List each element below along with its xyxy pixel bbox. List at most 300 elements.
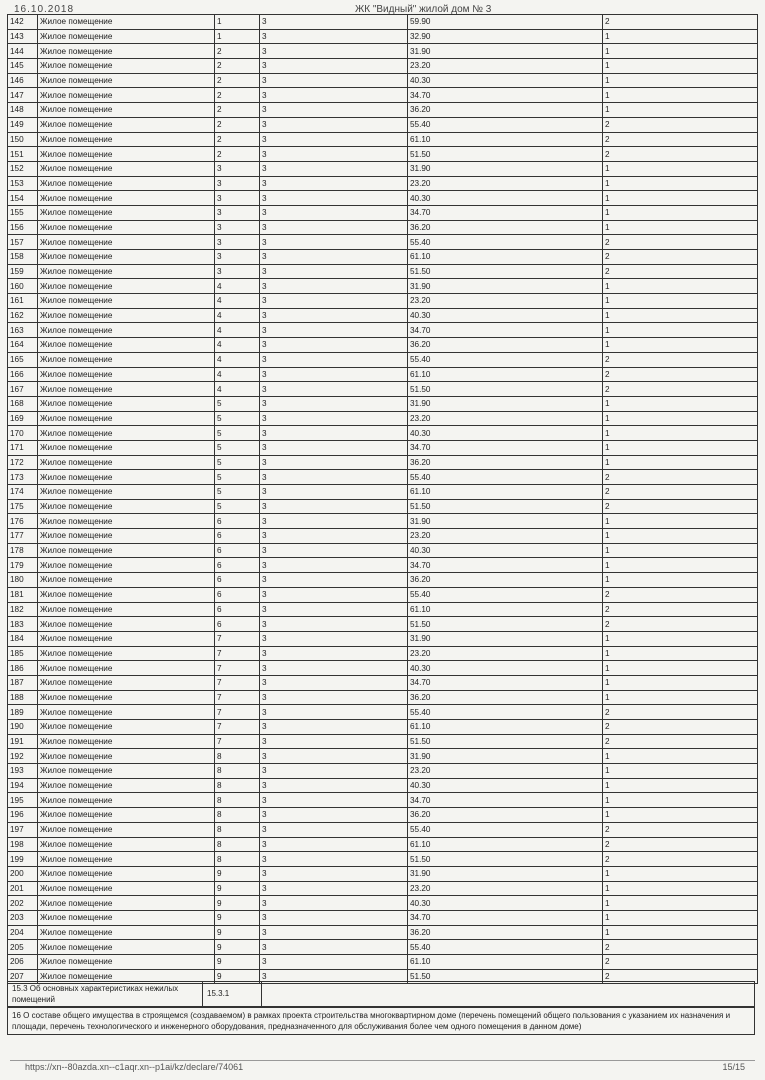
row-number-cell: 147 <box>8 88 38 103</box>
floor-cell: 9 <box>215 969 260 984</box>
row-number-cell: 187 <box>8 675 38 690</box>
rooms-cell: 2 <box>603 147 758 162</box>
rooms-cell: 2 <box>603 117 758 132</box>
row-number-cell: 168 <box>8 396 38 411</box>
row-number-cell: 203 <box>8 910 38 925</box>
section-15-3 <box>7 981 755 1007</box>
area-cell: 51.50 <box>408 734 603 749</box>
premises-type-cell: Жилое помещение <box>38 382 215 397</box>
row-number-cell: 161 <box>8 294 38 309</box>
row-number-cell: 198 <box>8 837 38 852</box>
area-cell: 40.30 <box>408 896 603 911</box>
table-row <box>8 940 758 955</box>
table-row <box>8 161 758 176</box>
rooms-cell: 1 <box>603 881 758 896</box>
area-cell: 23.20 <box>408 411 603 426</box>
row-number-cell: 166 <box>8 367 38 382</box>
floor-cell: 6 <box>215 543 260 558</box>
table-row <box>8 690 758 705</box>
section-cell: 3 <box>260 396 408 411</box>
area-cell: 34.70 <box>408 675 603 690</box>
rooms-cell: 1 <box>603 73 758 88</box>
floor-cell: 7 <box>215 734 260 749</box>
floor-cell: 6 <box>215 587 260 602</box>
floor-cell: 9 <box>215 896 260 911</box>
premises-type-cell: Жилое помещение <box>38 440 215 455</box>
table-row <box>8 705 758 720</box>
floor-cell: 7 <box>215 661 260 676</box>
rooms-cell: 2 <box>603 367 758 382</box>
rooms-cell: 2 <box>603 955 758 970</box>
table-row <box>8 220 758 235</box>
floor-cell: 8 <box>215 764 260 779</box>
area-cell: 31.90 <box>408 631 603 646</box>
area-cell: 36.20 <box>408 925 603 940</box>
table-row <box>8 485 758 500</box>
table-row <box>8 294 758 309</box>
row-number-cell: 167 <box>8 382 38 397</box>
row-number-cell: 156 <box>8 220 38 235</box>
table-row <box>8 896 758 911</box>
rooms-cell: 1 <box>603 529 758 544</box>
page-number: 15/15 <box>722 1062 745 1072</box>
row-number-cell: 143 <box>8 29 38 44</box>
premises-type-cell: Жилое помещение <box>38 529 215 544</box>
table-row <box>8 44 758 59</box>
premises-type-cell: Жилое помещение <box>38 352 215 367</box>
area-cell: 55.40 <box>408 352 603 367</box>
row-number-cell: 146 <box>8 73 38 88</box>
row-number-cell: 190 <box>8 720 38 735</box>
area-cell: 23.20 <box>408 176 603 191</box>
section-cell: 3 <box>260 44 408 59</box>
floor-cell: 2 <box>215 147 260 162</box>
section-cell: 3 <box>260 573 408 588</box>
section-cell: 3 <box>260 514 408 529</box>
area-cell: 34.70 <box>408 88 603 103</box>
table-row <box>8 822 758 837</box>
table-row <box>8 499 758 514</box>
footer-url[interactable]: https://xn--80azda.xn--c1aqr.xn--p1ai/kz/declare/74061 <box>25 1062 244 1072</box>
table-row <box>8 73 758 88</box>
floor-cell: 6 <box>215 602 260 617</box>
row-number-cell: 196 <box>8 808 38 823</box>
table-row <box>8 117 758 132</box>
floor-cell: 3 <box>215 235 260 250</box>
section-cell: 3 <box>260 161 408 176</box>
row-number-cell: 186 <box>8 661 38 676</box>
premises-type-cell: Жилое помещение <box>38 499 215 514</box>
table-row <box>8 396 758 411</box>
section-cell: 3 <box>260 88 408 103</box>
table-row <box>8 132 758 147</box>
table-row <box>8 675 758 690</box>
premises-type-cell: Жилое помещение <box>38 675 215 690</box>
row-number-cell: 163 <box>8 323 38 338</box>
section-16: 16 О составе общего имущества в строящемся (создаваемом) в рамках проекта строительства многоквартирном доме (перечень помещений общего пользования с указанием их назначения и площади, перечень технологического и инженерного оборудования, предназначенного для обслуживания более чем одного помещения в данном доме) <box>7 1007 755 1035</box>
table-row <box>8 543 758 558</box>
table-row <box>8 308 758 323</box>
premises-type-cell: Жилое помещение <box>38 690 215 705</box>
table-row <box>8 587 758 602</box>
rooms-cell: 1 <box>603 573 758 588</box>
floor-cell: 8 <box>215 749 260 764</box>
rooms-cell: 2 <box>603 822 758 837</box>
section-cell: 3 <box>260 529 408 544</box>
row-number-cell: 158 <box>8 250 38 265</box>
row-number-cell: 165 <box>8 352 38 367</box>
premises-type-cell: Жилое помещение <box>38 602 215 617</box>
floor-cell: 3 <box>215 250 260 265</box>
table-row <box>8 264 758 279</box>
section-cell: 3 <box>260 29 408 44</box>
premises-type-cell: Жилое помещение <box>38 117 215 132</box>
section-cell: 3 <box>260 617 408 632</box>
premises-type-cell: Жилое помещение <box>38 161 215 176</box>
premises-table <box>7 14 758 984</box>
rooms-cell: 2 <box>603 602 758 617</box>
section-cell: 3 <box>260 499 408 514</box>
table-row <box>8 749 758 764</box>
area-cell: 23.20 <box>408 294 603 309</box>
row-number-cell: 200 <box>8 866 38 881</box>
floor-cell: 3 <box>215 161 260 176</box>
premises-type-cell: Жилое помещение <box>38 778 215 793</box>
rooms-cell: 2 <box>603 720 758 735</box>
table-row <box>8 176 758 191</box>
floor-cell: 8 <box>215 822 260 837</box>
area-cell: 36.20 <box>408 455 603 470</box>
table-row <box>8 15 758 30</box>
rooms-cell: 2 <box>603 587 758 602</box>
area-cell: 61.10 <box>408 250 603 265</box>
floor-cell: 2 <box>215 44 260 59</box>
area-cell: 31.90 <box>408 514 603 529</box>
section-cell: 3 <box>260 279 408 294</box>
row-number-cell: 175 <box>8 499 38 514</box>
section-cell: 3 <box>260 485 408 500</box>
area-cell: 36.20 <box>408 573 603 588</box>
row-number-cell: 169 <box>8 411 38 426</box>
floor-cell: 4 <box>215 352 260 367</box>
table-row <box>8 955 758 970</box>
section-cell: 3 <box>260 675 408 690</box>
rooms-cell: 2 <box>603 485 758 500</box>
floor-cell: 2 <box>215 73 260 88</box>
area-cell: 55.40 <box>408 117 603 132</box>
section-cell: 3 <box>260 705 408 720</box>
premises-type-cell: Жилое помещение <box>38 837 215 852</box>
rooms-cell: 2 <box>603 15 758 30</box>
table-row <box>8 866 758 881</box>
section-cell: 3 <box>260 455 408 470</box>
section-cell: 3 <box>260 852 408 867</box>
table-row <box>8 925 758 940</box>
rooms-cell: 2 <box>603 382 758 397</box>
area-cell: 51.50 <box>408 969 603 984</box>
section-cell: 3 <box>260 631 408 646</box>
rooms-cell: 1 <box>603 793 758 808</box>
table-row <box>8 910 758 925</box>
rooms-cell: 1 <box>603 455 758 470</box>
table-row <box>8 764 758 779</box>
table-row <box>8 411 758 426</box>
premises-type-cell: Жилое помещение <box>38 661 215 676</box>
floor-cell: 5 <box>215 499 260 514</box>
row-number-cell: 171 <box>8 440 38 455</box>
section-cell: 3 <box>260 103 408 118</box>
premises-type-cell: Жилое помещение <box>38 264 215 279</box>
row-number-cell: 157 <box>8 235 38 250</box>
area-cell: 55.40 <box>408 587 603 602</box>
floor-cell: 3 <box>215 176 260 191</box>
table-row <box>8 661 758 676</box>
area-cell: 31.90 <box>408 161 603 176</box>
area-cell: 31.90 <box>408 866 603 881</box>
row-number-cell: 179 <box>8 558 38 573</box>
premises-type-cell: Жилое помещение <box>38 426 215 441</box>
area-cell: 59.90 <box>408 15 603 30</box>
row-number-cell: 177 <box>8 529 38 544</box>
premises-type-cell: Жилое помещение <box>38 587 215 602</box>
rooms-cell: 1 <box>603 558 758 573</box>
floor-cell: 6 <box>215 617 260 632</box>
rooms-cell: 1 <box>603 808 758 823</box>
section-cell: 3 <box>260 470 408 485</box>
floor-cell: 9 <box>215 910 260 925</box>
premises-type-cell: Жилое помещение <box>38 485 215 500</box>
section-cell: 3 <box>260 352 408 367</box>
section-cell: 3 <box>260 808 408 823</box>
rooms-cell: 2 <box>603 132 758 147</box>
premises-type-cell: Жилое помещение <box>38 279 215 294</box>
rooms-cell: 1 <box>603 411 758 426</box>
table-row <box>8 250 758 265</box>
rooms-cell: 2 <box>603 705 758 720</box>
rooms-cell: 1 <box>603 103 758 118</box>
section-cell: 3 <box>260 308 408 323</box>
premises-type-cell: Жилое помещение <box>38 969 215 984</box>
premises-type-cell: Жилое помещение <box>38 220 215 235</box>
table-row <box>8 205 758 220</box>
premises-type-cell: Жилое помещение <box>38 910 215 925</box>
area-cell: 51.50 <box>408 617 603 632</box>
floor-cell: 2 <box>215 88 260 103</box>
table-row <box>8 631 758 646</box>
row-number-cell: 172 <box>8 455 38 470</box>
floor-cell: 9 <box>215 881 260 896</box>
floor-cell: 9 <box>215 940 260 955</box>
rooms-cell: 1 <box>603 161 758 176</box>
section-15-3-code: 15.3.1 <box>203 982 262 1006</box>
area-cell: 31.90 <box>408 749 603 764</box>
area-cell: 34.70 <box>408 323 603 338</box>
floor-cell: 4 <box>215 308 260 323</box>
rooms-cell: 1 <box>603 308 758 323</box>
row-number-cell: 207 <box>8 969 38 984</box>
floor-cell: 2 <box>215 103 260 118</box>
area-cell: 31.90 <box>408 396 603 411</box>
area-cell: 51.50 <box>408 147 603 162</box>
area-cell: 23.20 <box>408 59 603 74</box>
area-cell: 34.70 <box>408 558 603 573</box>
premises-type-cell: Жилое помещение <box>38 176 215 191</box>
section-cell: 3 <box>260 925 408 940</box>
rooms-cell: 2 <box>603 250 758 265</box>
floor-cell: 9 <box>215 866 260 881</box>
section-cell: 3 <box>260 235 408 250</box>
premises-type-cell: Жилое помещение <box>38 132 215 147</box>
section-cell: 3 <box>260 896 408 911</box>
premises-type-cell: Жилое помещение <box>38 764 215 779</box>
floor-cell: 7 <box>215 720 260 735</box>
section-cell: 3 <box>260 73 408 88</box>
row-number-cell: 192 <box>8 749 38 764</box>
rooms-cell: 1 <box>603 661 758 676</box>
row-number-cell: 205 <box>8 940 38 955</box>
row-number-cell: 193 <box>8 764 38 779</box>
row-number-cell: 170 <box>8 426 38 441</box>
floor-cell: 2 <box>215 59 260 74</box>
table-row <box>8 529 758 544</box>
premises-type-cell: Жилое помещение <box>38 191 215 206</box>
premises-type-cell: Жилое помещение <box>38 866 215 881</box>
row-number-cell: 188 <box>8 690 38 705</box>
floor-cell: 3 <box>215 220 260 235</box>
premises-type-cell: Жилое помещение <box>38 59 215 74</box>
floor-cell: 4 <box>215 367 260 382</box>
section-cell: 3 <box>260 661 408 676</box>
area-cell: 40.30 <box>408 308 603 323</box>
row-number-cell: 189 <box>8 705 38 720</box>
rooms-cell: 1 <box>603 205 758 220</box>
area-cell: 51.50 <box>408 382 603 397</box>
area-cell: 61.10 <box>408 602 603 617</box>
section-cell: 3 <box>260 734 408 749</box>
row-number-cell: 199 <box>8 852 38 867</box>
floor-cell: 7 <box>215 675 260 690</box>
floor-cell: 3 <box>215 191 260 206</box>
floor-cell: 7 <box>215 690 260 705</box>
rooms-cell: 2 <box>603 352 758 367</box>
table-row <box>8 837 758 852</box>
premises-type-cell: Жилое помещение <box>38 235 215 250</box>
area-cell: 51.50 <box>408 264 603 279</box>
table-row <box>8 881 758 896</box>
floor-cell: 9 <box>215 955 260 970</box>
section-cell: 3 <box>260 543 408 558</box>
row-number-cell: 152 <box>8 161 38 176</box>
rooms-cell: 2 <box>603 837 758 852</box>
floor-cell: 6 <box>215 573 260 588</box>
rooms-cell: 1 <box>603 631 758 646</box>
table-row <box>8 852 758 867</box>
premises-type-cell: Жилое помещение <box>38 808 215 823</box>
rooms-cell: 1 <box>603 29 758 44</box>
premises-type-cell: Жилое помещение <box>38 558 215 573</box>
table-row <box>8 191 758 206</box>
section-cell: 3 <box>260 294 408 309</box>
row-number-cell: 202 <box>8 896 38 911</box>
row-number-cell: 149 <box>8 117 38 132</box>
area-cell: 55.40 <box>408 470 603 485</box>
section-cell: 3 <box>260 822 408 837</box>
area-cell: 61.10 <box>408 367 603 382</box>
rooms-cell: 2 <box>603 235 758 250</box>
rooms-cell: 1 <box>603 88 758 103</box>
table-row <box>8 235 758 250</box>
rooms-cell: 1 <box>603 396 758 411</box>
row-number-cell: 176 <box>8 514 38 529</box>
table-row <box>8 29 758 44</box>
area-cell: 55.40 <box>408 235 603 250</box>
area-cell: 36.20 <box>408 338 603 353</box>
area-cell: 31.90 <box>408 44 603 59</box>
section-cell: 3 <box>260 940 408 955</box>
premises-type-cell: Жилое помещение <box>38 543 215 558</box>
area-cell: 55.40 <box>408 822 603 837</box>
rooms-cell: 1 <box>603 323 758 338</box>
row-number-cell: 195 <box>8 793 38 808</box>
premises-type-cell: Жилое помещение <box>38 455 215 470</box>
rooms-cell: 2 <box>603 617 758 632</box>
rooms-cell: 1 <box>603 176 758 191</box>
premises-type-cell: Жилое помещение <box>38 955 215 970</box>
row-number-cell: 174 <box>8 485 38 500</box>
row-number-cell: 204 <box>8 925 38 940</box>
premises-type-cell: Жилое помещение <box>38 749 215 764</box>
rooms-cell: 2 <box>603 470 758 485</box>
premises-type-cell: Жилое помещение <box>38 734 215 749</box>
rooms-cell: 1 <box>603 426 758 441</box>
section-cell: 3 <box>260 910 408 925</box>
table-row <box>8 440 758 455</box>
section-cell: 3 <box>260 778 408 793</box>
table-row <box>8 514 758 529</box>
area-cell: 40.30 <box>408 73 603 88</box>
area-cell: 36.20 <box>408 690 603 705</box>
row-number-cell: 142 <box>8 15 38 30</box>
rooms-cell: 2 <box>603 852 758 867</box>
rooms-cell: 1 <box>603 220 758 235</box>
floor-cell: 4 <box>215 323 260 338</box>
floor-cell: 7 <box>215 631 260 646</box>
row-number-cell: 185 <box>8 646 38 661</box>
document-title: ЖК "Видный" жилой дом № 3 <box>355 4 492 15</box>
section-cell: 3 <box>260 205 408 220</box>
rooms-cell: 1 <box>603 690 758 705</box>
table-row <box>8 147 758 162</box>
section-cell: 3 <box>260 690 408 705</box>
floor-cell: 8 <box>215 793 260 808</box>
row-number-cell: 159 <box>8 264 38 279</box>
table-row <box>8 323 758 338</box>
floor-cell: 4 <box>215 382 260 397</box>
area-cell: 23.20 <box>408 881 603 896</box>
section-cell: 3 <box>260 749 408 764</box>
row-number-cell: 160 <box>8 279 38 294</box>
floor-cell: 8 <box>215 837 260 852</box>
rooms-cell: 1 <box>603 764 758 779</box>
row-number-cell: 201 <box>8 881 38 896</box>
row-number-cell: 153 <box>8 176 38 191</box>
section-cell: 3 <box>260 837 408 852</box>
floor-cell: 5 <box>215 455 260 470</box>
premises-type-cell: Жилое помещение <box>38 396 215 411</box>
row-number-cell: 145 <box>8 59 38 74</box>
floor-cell: 4 <box>215 338 260 353</box>
area-cell: 51.50 <box>408 852 603 867</box>
